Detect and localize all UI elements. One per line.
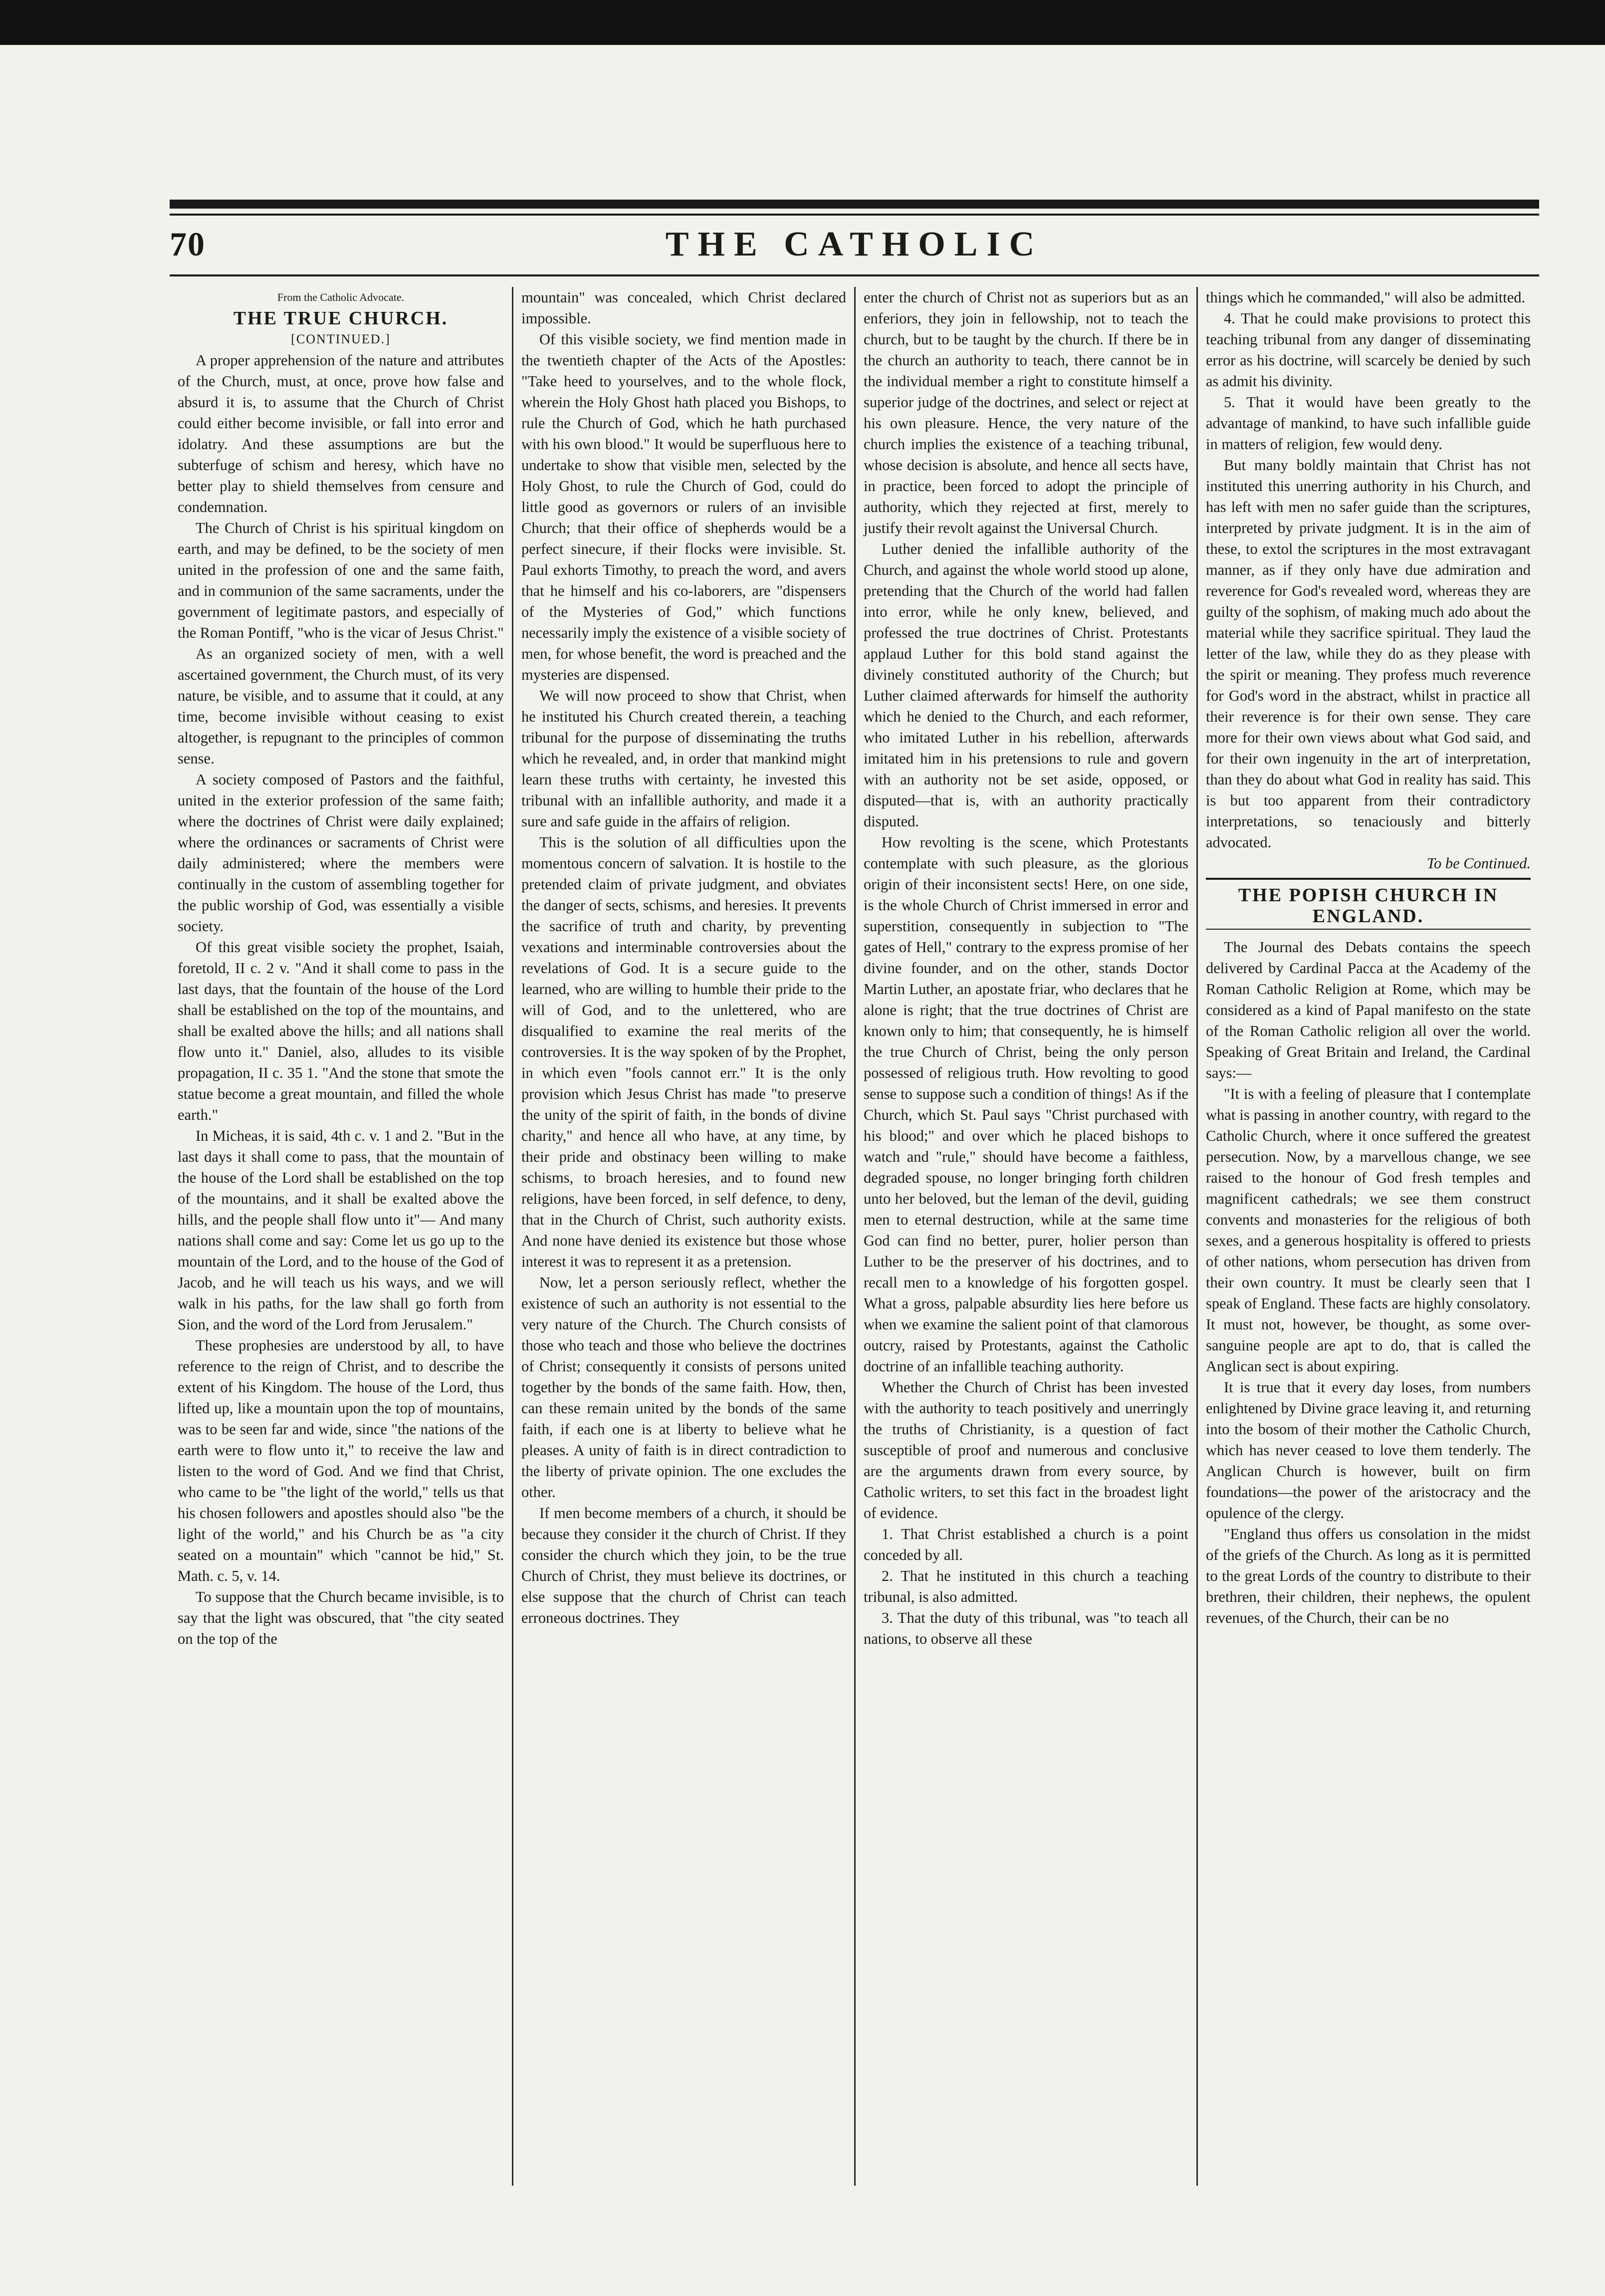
paragraph: enter the church of Christ not as superiors but as an enferiors, they join in fellowship, not to teach the church, but to be taught by the church. If there be in the church an authority to teach, there cannot be in the individual member a right to constitute himself a superior judge of the doctrines, and select or reject at his own pleasure. Hence, the very nature of the church implies the existence of a teaching tribunal, whose decision is absolute, and hence all sects have, in practice, been forced to adopt the principle of authority, which they rejected at first, merely to justify their revolt against the Universal Church. [864, 289, 1188, 536]
paragraph: A proper apprehension of the nature and attributes of the Church, must, at once, prove how false and absurd it is, to assume that the Church of Christ could either become invisible, or fall into error and idolatry. And these assumptions are but the subterfuge of schism and heresy, which have no better play to shield themselves from censure and condemnation. [178, 352, 504, 515]
paragraph: 3. That the duty of this tribunal, was "to teach all nations, to observe all these [864, 1609, 1188, 1647]
paper-title: THE CATHOLIC [665, 225, 1044, 263]
paragraph: things which he commanded," will also be admitted. [1206, 289, 1526, 306]
paragraph: "It is with a feeling of pleasure that I contemplate what is passing in another country, with regard to the Catholic Church, where it once suffered the greatest persecution. Now, by a marvellous change, we see raised to the honour of God fresh temples and magnificent cathedrals; we see them construct convents and monasteries for the religious of both sexes, and a generous hospitality is offered to priests of other nations, whom persecution has driven from their own country. It must be clearly seen that I speak of England. These facts are highly consolatory. It must not, however, be thought, as some over-sanguine people are apt to do, that is called the Anglican sect is about expiring. [1206, 1085, 1531, 1375]
paragraph: To suppose that the Church became invisible, is to say that the light was obscured, that "the city seated on the top of the [178, 1588, 504, 1647]
paragraph: This is the solution of all difficulties upon the momentous concern of salvation. It is hostile to the pretended claim of private judgment, and obviates the danger of sects, schisms, and heresies. It prevents the sacrifice of truth and charity, by preventing vexations and interminable controversies about the revelations of God. It is a secure guide to the learned, who are willing to humble their pride to the will of God, and to the unlettered, who are disqualified to examine the real merits of the controversies. It is the way spoken of by the Prophet, in which even "fools cannot err." It is the only provision which Jesus Christ has made "to preserve the unity of the spirit of faith, in the bonds of divine charity," and hence all who have, at any time, by their pride and obstinacy been willing to make schisms, to broach heresies, and to found new religions, have been forced, in self defence, to deny, that in the Church of Christ, such authority exists. And none have denied its existence but those whose interest it was to represent it as a pretension. [521, 834, 846, 1270]
paragraph: Luther denied the infallible authority of the Church, and against the whole world stood up alone, pretending that the Church of the world had fallen into error, while he only knew, believed, and professed the true doctrines of Christ. Protestants applaud Luther for this bold stand against the divinely constituted authority of the Church; but Luther claimed afterwards for himself the authority which he denied to the Church, and each reformer, who imitated Luther in his rebellion, afterwards imitated him in his pretensions to rule and govern with an authority not be set aside, opposed, or disputed—that is, with an authority practically disputed. [864, 540, 1188, 830]
column-1 [170, 287, 512, 2186]
article-source: From the Catholic Advocate. [277, 291, 405, 303]
column-3 [854, 287, 1196, 2186]
paragraph: The Church of Christ is his spiritual kingdom on earth, and may be defined, to be the society of men united in the profession of one and the same faith, and in communion of the same sacraments, under the government of legitimate pastors, and especially of the Roman Pontiff, "who is the vicar of Jesus Christ." [178, 519, 504, 641]
to-be-continued: To be Continued. [1426, 855, 1531, 872]
paragraph: But many boldly maintain that Christ has not instituted this unerring authority in his Church, and has left with men no safer guide than the scriptures, interpreted by private judgment. It is in the aim of these, to extol the scriptures in the most extravagant manner, as if they only have due admiration and reverence for God's revealed word, whereas they are guilty of the sophism, of making much ado about the material while they sacrifice spiritual. They laud the letter of the law, while they do as they please with the spirit or meaning. They profess much reverence for God's word in the abstract, whilst in practice all their reverence is for their own sense. They care more for their own views about what God said, and for their own ingenuity in the art of interpretation, than they do about what God in reality has said. This is but too apparent from their contradictory interpretations, so tenaciously and bitterly advocated. [1206, 457, 1531, 851]
article-heading-popish-church: THE POPISH CHURCH IN ENGLAND. [1238, 885, 1499, 927]
paragraph: These prophesies are understood by all, to have reference to the reign of Christ, and to describe the extent of his Kingdom. The house of the Lord, thus lifted up, like a mountain upon the top of mountains, was to be seen far and wide, since "the nations of the earth were to flow unto it," to receive the law and listen to the word of God. And we find that Christ, who came to be "the light of the world," tells us that his chosen followers and apostles should also "be the light of the world," and his Church be as "a city seated on a mountain" which "cannot be hid," St. Math. c. 5, v. 14. [178, 1337, 504, 1584]
continued-label: [CONTINUED.] [291, 332, 391, 346]
paragraph: Of this great visible society the prophet, Isaiah, foretold, II c. 2 v. "And it shall come to pass in the last days, that the fountain of the house of the Lord shall be established on the top of the mountains, and shall be exalted above the hills; and all nations shall flow unto it." Daniel, also, alludes to its visible propagation, II c. 35 1. "And the stone that smote the statue become a great mountain, and filled the whole earth." [178, 939, 504, 1123]
paragraph: mountain" was concealed, which Christ declared impossible. [521, 289, 846, 327]
top-black-bar [0, 0, 1605, 45]
masthead-rule [170, 274, 1539, 276]
column-4 [1196, 287, 1539, 2186]
section-divider [1206, 878, 1531, 880]
masthead [170, 225, 1539, 272]
paragraph: "England thus offers us consolation in the midst of the griefs of the Church. As long as it is permitted to the great Lords of the country to distribute to their brethren, their children, their nephews, the opulent revenues, of the Church, their can be no [1206, 1526, 1531, 1626]
paragraph: In Micheas, it is said, 4th c. v. 1 and 2. "But in the last days it shall come to pass, that the mountain of the house of the Lord shall be established on the top of the mountains, and it shall be exalted above the hills, and the people shall flow unto it"— And many nations shall come and say: Come let us go up to the mountain of the Lord, and to the house of the God of Jacob, and he will teach us his ways, and we will walk in his paths, for the law shall go forth from Sion, and the word of the Lord from Jerusalem." [178, 1127, 504, 1333]
paragraph: Now, let a person seriously reflect, whether the existence of such an authority is not essential to the very nature of the Church. The Church consists of those who teach and those who believe the doctrines of Christ; consequently it consists of persons united together by the bonds of the same faith. How, then, can these remain united by the bonds of the same faith, if each one is at liberty to believe what he pleases. A unity of faith is in direct contradiction to the liberty of private opinion. The one excludes the other. [521, 1274, 846, 1501]
paragraph: Of this visible society, we find mention made in the twentieth chapter of the Acts of the Apostles: "Take heed to yourselves, and to the whole flock, wherein the Holy Ghost hath placed you Bishops, to rule the Church of God, which he hath purchased with his own blood." It would be superfluous here to undertake to show that visible men, selected by the Holy Ghost, to rule the Church of God, could do little good as governors or rulers of an invisible Church; that their office of shepherds would be a perfect sinecure, if their flocks were invisible. St. Paul exhorts Timothy, to preach the word, and avers that he himself and his co-laborers, are "dispensers of the Mysteries of God," which functions necessarily imply the existence of a visible society of men, for whose benefit, the word is preached and the mysteries are dispensed. [521, 331, 846, 683]
paragraph: 5. That it would have been greatly to the advantage of mankind, to have such infallible guide in matters of religion, few would deny. [1206, 394, 1531, 453]
paragraph: A society composed of Pastors and the faithful, united in the exterior profession of the same faith; where the doctrines of Christ were daily explained; where the ordinances or sacraments of Christ were daily administered; where the members were continually in the custom of assembling together for the public worship of God, was essentially a visible society. [178, 771, 504, 935]
paragraph: 2. That he instituted in this church a teaching tribunal, is also admitted. [864, 1567, 1188, 1605]
header-rule-thick [170, 200, 1539, 209]
paragraph: It is true that it every day loses, from numbers enlightened by Divine grace leaving it, and returning into the bosom of their mother the Catholic Church, which has never ceased to love them tenderly. The Anglican Church is however, built on firm foundations—the power of the aristocracy and the opulence of the clergy. [1206, 1379, 1531, 1522]
column-2 [512, 287, 854, 2186]
paragraph: Whether the Church of Christ has been invested with the authority to teach positively and unerringly the truths of Christianity, is a question of fact susceptible of proof and numerous and conclusive are the arguments drawn from every source, by Catholic writers, to set this fact in the broadest light of evidence. [864, 1379, 1188, 1522]
paragraph: We will now proceed to show that Christ, when he instituted his Church created therein, a teaching tribunal for the purpose of disseminating the truths which he revealed, and, in order that mankind might learn these truths with certainty, he invested this tribunal with an infallible authority, and made it a sure and safe guide in the affairs of religion. [521, 687, 846, 830]
paragraph: 4. That he could make provisions to protect this teaching tribunal from any danger of disseminating error as his doctrine, will scarcely be denied by such as admit his divinity. [1206, 310, 1531, 390]
heading-underline [1206, 929, 1531, 930]
page-number: 70 [170, 225, 206, 263]
paragraph: If men become members of a church, it should be because they consider it the church of Christ. If they consider the church which they join, to be the true Church of Christ, they must believe its doctrines, or else suppose that the church of Christ can teach erroneous doctrines. They [521, 1505, 846, 1626]
header-rule-thin [170, 214, 1539, 216]
newspaper-page [170, 200, 1539, 2186]
paragraph: The Journal des Debats contains the speech delivered by Cardinal Pacca at the Academy of the Roman Catholic Religion at Rome, which may be considered as a kind of Papal manifesto on the state of the Roman Catholic religion all over the world. Speaking of Great Britain and Ireland, the Cardinal says:— [1206, 939, 1531, 1081]
article-columns [170, 287, 1539, 2186]
article-heading-true-church: THE TRUE CHURCH. [233, 308, 449, 329]
paragraph: 1. That Christ established a church is a point conceded by all. [864, 1526, 1188, 1563]
paragraph: How revolting is the scene, which Protestants contemplate with such pleasure, as the glorious origin of their inconsistent sects! Here, on one side, is the whole Church of Christ immersed in error and superstition, consequently in subjection to "The gates of Hell," contrary to the express promise of her divine founder, and on the other, stands Doctor Martin Luther, an apostate friar, who declares that he alone is right; that the true doctrines of Christ are known only to him; that consequently, he is himself the true Church of Christ, being the only person possessed of religious truth. How revolting to good sense to suppose such a condition of things! As if the Church, which St. Paul says "Christ purchased with his blood;" and over which he placed bishops to watch and "rule," should have become a faithless, degraded spouse, no longer bringing forth children unto her beloved, but the leman of the devil, guiding men to eternal destruction, while at the same time God can find no better, purer, holier person than Luther to be the preserver of his doctrines, and to recall men to a knowledge of his forgotten gospel. What a gross, palpable absurdity lies here before us when we examine the salient point of that clamorous outcry, raised by Protestants, against the Catholic doctrine of an infallible teaching authority. [864, 834, 1188, 1375]
paragraph: As an organized society of men, with a well ascertained government, the Church must, of its very nature, be visible, and to assume that it could, at any time, become invisible without ceasing to exist altogether, is repugnant to the principles of common sense. [178, 645, 504, 767]
